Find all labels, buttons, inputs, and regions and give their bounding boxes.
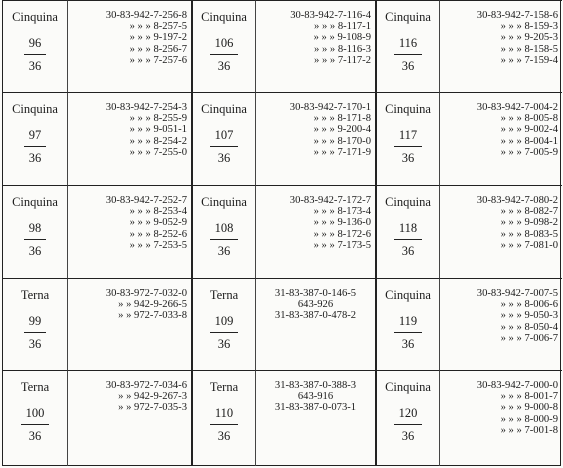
combination-number: 116 xyxy=(394,36,422,55)
code-list-cell xyxy=(255,0,375,92)
combination-number: 100 xyxy=(21,406,50,425)
combination-number: 119 xyxy=(394,314,422,333)
combination-number: 109 xyxy=(210,314,239,333)
combination-number: 98 xyxy=(24,221,47,240)
code-line: » » » 8-050-4 xyxy=(500,321,558,333)
code-line: » » » 8-000-9 xyxy=(500,413,558,425)
code-line: » » » 9-098-2 xyxy=(500,217,558,229)
code-line: 31-83-387-0-073-1 xyxy=(274,402,357,414)
code-line: » » » 7-006-7 xyxy=(500,332,558,344)
combination-number: 107 xyxy=(210,128,239,147)
code-line: » » » 8-173-4 xyxy=(313,206,371,218)
code-line: » » » 8-172-6 xyxy=(313,228,371,240)
code-line: 30-83-942-7-004-2 xyxy=(476,102,558,113)
code-line: » » » 8-159-3 xyxy=(500,21,558,33)
code-line: » » » 8-257-5 xyxy=(129,21,187,33)
code-line: » » » 9-205-3 xyxy=(500,32,558,44)
code-line: » » » 8-158-5 xyxy=(500,43,558,55)
combination-type: Cinquina xyxy=(385,380,431,394)
code-line: 30-83-942-7-080-2 xyxy=(476,195,558,206)
code-line: » » » 7-081-0 xyxy=(500,239,558,251)
code-line: » » » 7-253-5 xyxy=(129,239,187,251)
combination-type: Terna xyxy=(209,288,239,302)
code-line: » » » 8-082-7 xyxy=(500,206,558,218)
code-line: » » » 7-257-6 xyxy=(129,54,187,66)
code-line: » » » 8-116-3 xyxy=(314,43,371,55)
code-line: 30-83-942-7-000-0 xyxy=(476,380,558,391)
code-list-cell xyxy=(255,370,375,466)
code-line: 30-83-942-7-256-8 xyxy=(105,10,187,21)
code-line: » » » 8-001-7 xyxy=(500,391,558,403)
combination-number: 97 xyxy=(24,128,47,147)
code-line: » » » 8-252-6 xyxy=(129,228,187,240)
code-line: » » » 9-050-3 xyxy=(500,310,558,322)
combination-type: Cinquina xyxy=(201,102,247,116)
combination-label-cell xyxy=(3,278,67,370)
code-line: » » » 8-253-4 xyxy=(129,206,187,218)
combination-denominator: 36 xyxy=(401,337,415,351)
code-line: » » » 7-005-9 xyxy=(500,146,558,158)
combination-label-cell xyxy=(191,0,255,92)
code-line: 643-916 xyxy=(297,391,334,403)
combination-denominator: 36 xyxy=(28,59,42,73)
combination-number: 96 xyxy=(24,36,47,55)
combination-denominator: 36 xyxy=(217,429,231,443)
code-line: » » » 7-173-5 xyxy=(313,239,371,251)
code-list-cell xyxy=(439,185,562,278)
code-line: » » » 8-254-2 xyxy=(129,135,187,147)
code-line: » » » 7-159-4 xyxy=(500,54,558,66)
code-list-cell xyxy=(439,370,562,466)
code-line: » » » 9-197-2 xyxy=(129,32,187,44)
code-line: » » » 8-005-8 xyxy=(500,113,558,125)
code-line: » » » 7-171-9 xyxy=(313,146,371,158)
combination-label-cell xyxy=(191,92,255,185)
combination-number: 118 xyxy=(394,221,422,240)
code-line: » » » 7-001-8 xyxy=(500,424,558,436)
combination-label-cell xyxy=(3,370,67,466)
combination-label-cell xyxy=(375,370,439,466)
combination-label-cell xyxy=(375,0,439,92)
code-line: » » » 9-052-9 xyxy=(129,217,187,229)
code-line: 31-83-387-0-388-3 xyxy=(274,380,357,391)
code-list-cell xyxy=(67,0,191,92)
combination-type: Cinquina xyxy=(12,102,58,116)
combination-label-cell xyxy=(375,278,439,370)
combination-denominator: 36 xyxy=(401,244,415,258)
combination-type: Terna xyxy=(20,288,50,302)
code-line: » » » 8-117-1 xyxy=(314,21,371,33)
code-line: 30-83-972-7-032-0 xyxy=(105,288,187,299)
combination-type: Terna xyxy=(20,380,50,394)
combination-number: 117 xyxy=(394,128,422,147)
combination-label-cell xyxy=(191,185,255,278)
cinquina-terna-table xyxy=(2,0,561,466)
code-line: 30-83-942-7-172-7 xyxy=(289,195,371,206)
code-line: » » » 9-200-4 xyxy=(313,124,371,136)
code-line: » » 972-7-035-3 xyxy=(118,402,187,414)
code-line: » » 942-9-266-5 xyxy=(118,299,187,311)
combination-denominator: 36 xyxy=(217,59,231,73)
code-line: » » » 9-002-4 xyxy=(500,124,558,136)
combination-type: Cinquina xyxy=(12,10,58,24)
code-line: » » » 9-136-0 xyxy=(313,217,371,229)
combination-label-cell xyxy=(375,185,439,278)
combination-denominator: 36 xyxy=(217,337,231,351)
code-line: » » » 8-083-5 xyxy=(500,228,558,240)
combination-label-cell xyxy=(191,370,255,466)
combination-number: 99 xyxy=(24,314,47,333)
combination-type: Cinquina xyxy=(201,195,247,209)
code-line: 31-83-387-0-146-5 xyxy=(274,288,357,299)
combination-type: Cinquina xyxy=(385,10,431,24)
code-line: 30-83-942-7-170-1 xyxy=(289,102,371,113)
code-list-cell xyxy=(255,92,375,185)
combination-number: 106 xyxy=(210,36,239,55)
combination-label-cell xyxy=(3,92,67,185)
code-line: » » » 8-170-0 xyxy=(313,135,371,147)
combination-type: Cinquina xyxy=(12,195,58,209)
combination-type: Cinquina xyxy=(385,195,431,209)
code-list-cell xyxy=(67,185,191,278)
code-line: 30-83-972-7-034-6 xyxy=(105,380,187,391)
code-line: » » » 8-255-9 xyxy=(129,113,187,125)
code-line: » » » 9-108-9 xyxy=(313,32,371,44)
combination-type: Cinquina xyxy=(201,10,247,24)
code-line: » » » 9-000-8 xyxy=(500,402,558,414)
combination-denominator: 36 xyxy=(217,151,231,165)
code-line: » » 942-9-267-3 xyxy=(118,391,187,403)
code-line: » » 972-7-033-8 xyxy=(118,310,187,322)
code-list-cell xyxy=(439,92,562,185)
code-line: 30-83-942-7-254-3 xyxy=(105,102,187,113)
combination-type: Terna xyxy=(209,380,239,394)
combination-number: 108 xyxy=(210,221,239,240)
code-line: 30-83-942-7-116-4 xyxy=(290,10,371,21)
combination-denominator: 36 xyxy=(217,244,231,258)
code-line: 30-83-942-7-252-7 xyxy=(105,195,187,206)
code-list-cell xyxy=(67,278,191,370)
code-line: 31-83-387-0-478-2 xyxy=(274,310,357,322)
code-list-cell xyxy=(255,278,375,370)
code-line: » » » 7-255-0 xyxy=(129,146,187,158)
code-list-cell xyxy=(439,0,562,92)
combination-denominator: 36 xyxy=(401,151,415,165)
code-line: 30-83-942-7-158-6 xyxy=(476,10,558,21)
combination-denominator: 36 xyxy=(401,59,415,73)
combination-denominator: 36 xyxy=(28,337,42,351)
code-line: » » » 8-006-6 xyxy=(500,299,558,311)
code-line: 643-926 xyxy=(297,299,334,311)
code-list-cell xyxy=(255,185,375,278)
code-list-cell xyxy=(67,92,191,185)
combination-label-cell xyxy=(3,185,67,278)
code-line: » » » 9-051-1 xyxy=(129,124,187,136)
combination-label-cell xyxy=(191,278,255,370)
combination-label-cell xyxy=(3,0,67,92)
combination-denominator: 36 xyxy=(28,429,42,443)
code-line: » » » 7-117-2 xyxy=(314,54,371,66)
combination-number: 110 xyxy=(210,406,238,425)
code-line: » » » 8-256-7 xyxy=(129,43,187,55)
combination-number: 120 xyxy=(394,406,423,425)
code-line: » » » 8-171-8 xyxy=(313,113,371,125)
code-line: 30-83-942-7-007-5 xyxy=(476,288,558,299)
combination-type: Cinquina xyxy=(385,102,431,116)
combination-type: Cinquina xyxy=(385,288,431,302)
code-list-cell xyxy=(67,370,191,466)
code-line: » » » 8-004-1 xyxy=(500,135,558,147)
combination-label-cell xyxy=(375,92,439,185)
code-list-cell xyxy=(439,278,562,370)
combination-denominator: 36 xyxy=(401,429,415,443)
combination-denominator: 36 xyxy=(28,244,42,258)
combination-denominator: 36 xyxy=(28,151,42,165)
